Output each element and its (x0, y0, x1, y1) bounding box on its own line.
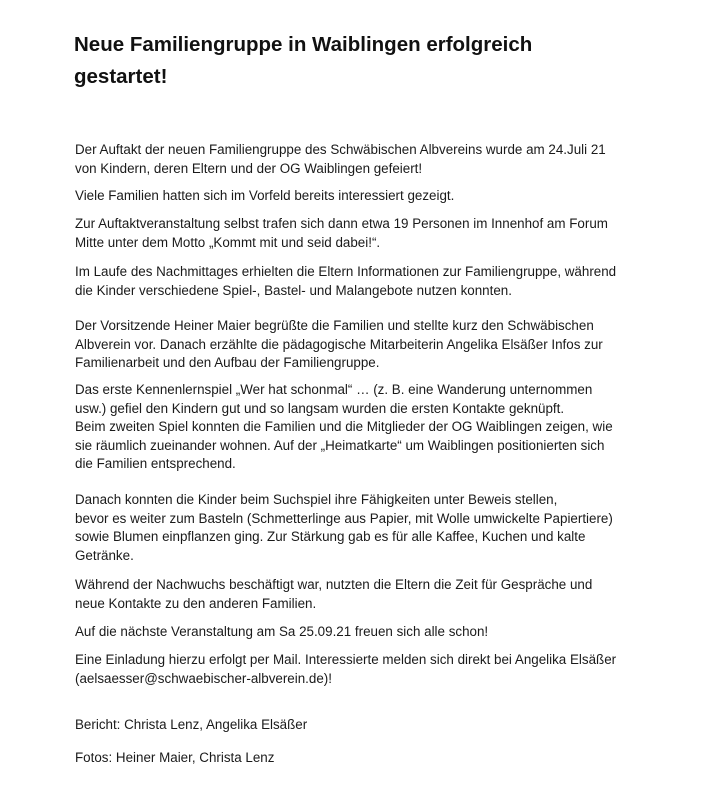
text-line: Mitte unter dem Motto „Kommt mit und seid dabei!“. (75, 234, 381, 250)
title-line: Neue Familiengruppe in Waiblingen erfolgreich (74, 33, 533, 56)
paragraph-games (75, 381, 675, 474)
text-line: neue Kontakte zu den anderen Familien. (75, 595, 317, 611)
paragraph-report-credit (75, 716, 675, 735)
text-line: Familienarbeit und den Aufbau der Familiengruppe. (75, 355, 380, 370)
text-line: Das erste Kennenlernspiel „Wer hat schonmal“ … (z. B. eine Wanderung unternommen (75, 382, 593, 397)
text-line: Getränke. (75, 547, 134, 563)
text-line: Der Vorsitzende Heiner Maier begrüßte die Familien und stellte kurz den Schwäbischen (75, 318, 594, 333)
text-line: Beim zweiten Spiel konnten die Familien und die Mitglieder der OG Waiblingen zeigen, wie (75, 419, 613, 434)
text-line: Auf die nächste Veranstaltung am Sa 25.09.21 freuen sich alle schon! (75, 624, 489, 639)
paragraph-interest (75, 187, 675, 206)
text-line: usw.) gefiel den Kindern gut und so langsam wurden die ersten Kontakte geknüpft. (75, 400, 565, 416)
text-line: von Kindern, deren Eltern und der OG Waiblingen gefeiert! (75, 160, 423, 176)
text-line: die Familien entsprechend. (75, 456, 236, 471)
paragraph-parents (75, 576, 675, 613)
paragraph-photo-credit (75, 749, 675, 768)
text-line: Der Auftakt der neuen Familiengruppe des Schwäbischen Albvereins wurde am 24.Juli 21 (75, 142, 606, 157)
paragraph-kickoff (75, 215, 675, 252)
text-line: (aelsaesser@schwaebischer-albverein.de)! (75, 670, 332, 686)
text-line: bevor es weiter zum Basteln (Schmetterlinge aus Papier, mit Wolle umwickelte Papiertiere) (75, 510, 613, 526)
text-line: sowie Blumen einpflanzen ging. Zur Stärkung gab es für alle Kaffee, Kuchen und kalte (75, 529, 586, 544)
paragraph-next-event (75, 623, 675, 642)
text-line: Viele Familien hatten sich im Vorfeld bereits interessiert gezeigt. (75, 188, 455, 203)
text-line: Zur Auftaktveranstaltung selbst trafen sich dann etwa 19 Personen im Innenhof am Forum (75, 216, 608, 231)
title-line: gestartet! (74, 65, 168, 88)
text-line: Im Laufe des Nachmittages erhielten die Eltern Informationen zur Familiengruppe, während (75, 264, 617, 279)
paragraph-afternoon (75, 263, 675, 300)
text-line: Fotos: Heiner Maier, Christa Lenz (75, 750, 275, 765)
paragraph-welcome (75, 317, 675, 373)
paragraph-intro (75, 141, 675, 178)
text-line: Während der Nachwuchs beschäftigt war, nutzten die Eltern die Zeit für Gespräche und (75, 577, 593, 592)
article-title (74, 29, 532, 93)
text-line: Bericht: Christa Lenz, Angelika Elsäßer (75, 717, 308, 732)
text-line: Albverein vor. Danach erzählte die pädagogische Mitarbeiterin Angelika Elsäßer Infos zur (75, 336, 603, 352)
text-line: Danach konnten die Kinder beim Suchspiel ihre Fähigkeiten unter Beweis stellen, (75, 492, 558, 507)
text-line: sie räumlich zueinander wohnen. Auf der „Heimatkarte“ um Waiblingen positionierten sich (75, 437, 605, 453)
paragraph-invitation (75, 651, 675, 688)
text-line: Eine Einladung hierzu erfolgt per Mail. Interessierte melden sich direkt bei Angelika Elsäßer (75, 652, 617, 667)
paragraph-activities (75, 491, 675, 565)
text-line: die Kinder verschiedene Spiel-, Bastel- und Malangebote nutzen konnten. (75, 282, 512, 298)
